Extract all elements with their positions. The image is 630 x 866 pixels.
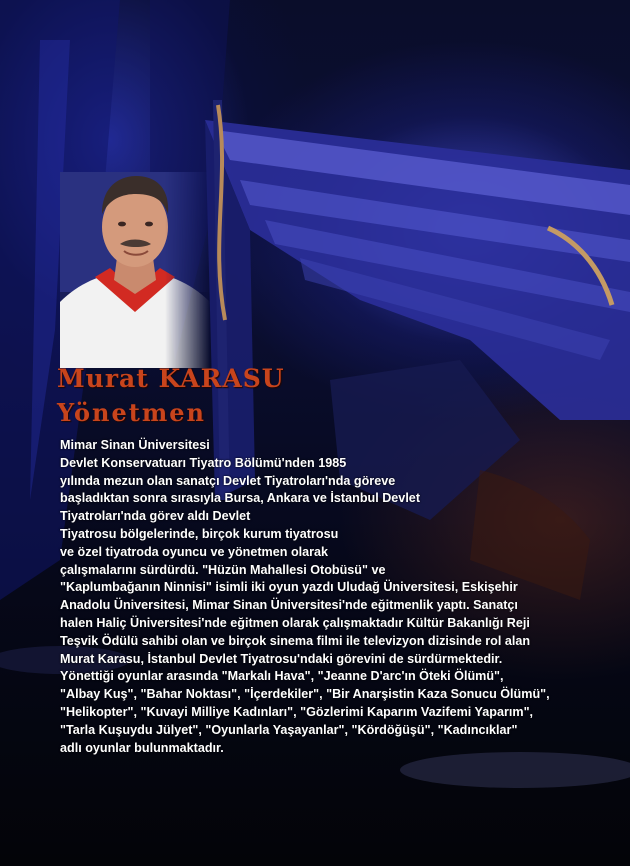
- bio-line: "Helikopter", "Kuvayi Milliye Kadınları", "Gözlerimi Kaparım Vazifemi Yaparım",: [60, 704, 534, 719]
- bio-line: "Tarla Kuşuydu Jülyet", "Oyunlarla Yaşayanlar", "Kördöğüşü", "Kadıncıklar": [60, 722, 518, 737]
- bio-line: "Albay Kuş", "Bahar Noktası", "İçerdekiler", "Bir Anarşistin Kaza Sonucu Ölümü",: [60, 687, 550, 702]
- bio-line: Devlet Konservatuarı Tiyatro Bölümü'nden 1985: [60, 455, 347, 470]
- bio-line: çalışmalarını sürdürdü. "Hüzün Mahallesi Otobüsü" ve: [60, 562, 386, 577]
- director-portrait: [60, 172, 210, 368]
- bio-line: "Kaplumbağanın Ninnisi" isimli iki oyun yazdı Uludağ Üniversitesi, Eskişehir: [60, 580, 518, 595]
- person-name: Murat KARASU: [57, 364, 285, 393]
- bio-line: adlı oyunlar bulunmaktadır.: [60, 740, 224, 755]
- bio-line: yılında mezun olan sanatçı Devlet Tiyatroları'nda göreve: [60, 473, 396, 488]
- bio-line: Mimar Sinan Üniversitesi: [60, 438, 210, 452]
- person-role: Yönetmen: [57, 398, 206, 427]
- biography-text: [60, 437, 630, 757]
- bio-line: Tiyatroları'nda görev aldı Devlet: [60, 509, 251, 524]
- bio-line: Tiyatrosu bölgelerinde, birçok kurum tiyatrosu: [60, 526, 339, 541]
- bio-line: Murat Karasu, İstanbul Devlet Tiyatrosu'ndaki görevini de sürdürmektedir.: [60, 651, 503, 666]
- bio-line: Anadolu Üniversitesi, Mimar Sinan Üniversitesi'nde eğitmenlik yaptı. Sanatçı: [60, 598, 518, 613]
- bio-line: Teşvik Ödülü sahibi olan ve birçok sinema filmi ile televizyon dizisinde rol alan: [60, 633, 531, 648]
- bio-line: ve özel tiyatroda oyuncu ve yönetmen olarak: [60, 544, 329, 559]
- bio-line: Yönettiği oyunlar arasında "Markalı Hava", "Jeanne D'arc'ın Öteki Ölümü",: [60, 669, 504, 684]
- bio-line: başladıktan sonra sırasıyla Bursa, Ankara ve İstanbul Devlet: [60, 491, 421, 506]
- bio-line: halen Haliç Üniversitesi'nde eğitmen olarak çalışmaktadır Kültür Bakanlığı Reji: [60, 615, 530, 630]
